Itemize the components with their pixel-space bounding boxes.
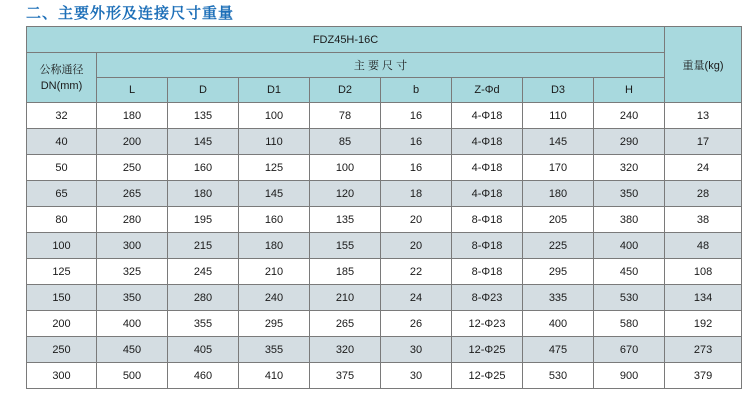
table-cell: 290 [594,129,665,155]
table-cell: 410 [239,363,310,389]
table-cell: 16 [381,129,452,155]
table-row [27,155,742,181]
table-cell: 180 [168,181,239,207]
table-cell: 12-Φ25 [452,337,523,363]
table-cell: 8-Φ18 [452,207,523,233]
table-cell: 240 [239,285,310,311]
table-cell: 8-Φ23 [452,285,523,311]
table-cell: 24 [665,155,742,181]
table-cell: 80 [27,207,97,233]
nominal-diameter-label: 公称通径 [39,63,84,76]
table-cell: 160 [239,207,310,233]
table-cell: 100 [27,233,97,259]
table-cell: 250 [27,337,97,363]
table-cell: 210 [239,259,310,285]
table-cell: 4-Φ18 [452,103,523,129]
table-row [27,363,742,389]
table-cell: 180 [239,233,310,259]
table-row [27,233,742,259]
nominal-diameter-header [27,53,97,103]
table-cell: 18 [381,181,452,207]
table-cell: 200 [27,311,97,337]
table-cell: 265 [97,181,168,207]
table-cell: 375 [310,363,381,389]
table-cell: 85 [310,129,381,155]
table-cell: 265 [310,311,381,337]
column-header-l: L [97,78,168,103]
table-cell: 335 [523,285,594,311]
table-cell: 100 [310,155,381,181]
table-cell: 250 [97,155,168,181]
table-cell: 100 [239,103,310,129]
model-header: FDZ45H-16C [27,27,665,53]
table-cell: 12-Φ25 [452,363,523,389]
table-row [27,285,742,311]
table-cell: 78 [310,103,381,129]
table-row [27,259,742,285]
table-cell: 24 [381,285,452,311]
column-header-h: H [594,78,665,103]
table-row [27,311,742,337]
table-cell: 670 [594,337,665,363]
table-cell: 475 [523,337,594,363]
nominal-diameter-unit: DN(mm) [40,79,83,92]
table-cell: 134 [665,285,742,311]
table-body [27,103,742,389]
table-cell: 135 [168,103,239,129]
column-header-d2: D2 [310,78,381,103]
table-cell: 355 [239,337,310,363]
column-header-b: b [381,78,452,103]
table-cell: 320 [310,337,381,363]
table-cell: 185 [310,259,381,285]
table-row [27,103,742,129]
table-cell: 170 [523,155,594,181]
table-cell: 180 [523,181,594,207]
table-cell: 12-Φ23 [452,311,523,337]
table-cell: 50 [27,155,97,181]
table-cell: 20 [381,233,452,259]
column-header-z-phid: Z-Φd [452,78,523,103]
table-cell: 400 [523,311,594,337]
table-cell: 350 [97,285,168,311]
table-cell: 4-Φ18 [452,129,523,155]
table-cell: 145 [168,129,239,155]
table-row [27,207,742,233]
table-cell: 30 [381,363,452,389]
table-cell: 200 [97,129,168,155]
section-title: 二、主要外形及连接尺寸重量 [26,4,235,22]
table-cell: 580 [594,311,665,337]
table-cell: 13 [665,103,742,129]
table-cell: 110 [523,103,594,129]
table-cell: 30 [381,337,452,363]
table-cell: 300 [97,233,168,259]
table-cell: 500 [97,363,168,389]
table-cell: 145 [523,129,594,155]
table-cell: 32 [27,103,97,129]
table-cell: 320 [594,155,665,181]
table-cell: 108 [665,259,742,285]
table-cell: 530 [594,285,665,311]
table-cell: 192 [665,311,742,337]
table-cell: 17 [665,129,742,155]
table-cell: 215 [168,233,239,259]
table-cell: 160 [168,155,239,181]
table-cell: 295 [523,259,594,285]
table-cell: 900 [594,363,665,389]
table-cell: 65 [27,181,97,207]
table-cell: 155 [310,233,381,259]
table-cell: 4-Φ18 [452,181,523,207]
table-cell: 273 [665,337,742,363]
table-cell: 16 [381,155,452,181]
table-cell: 280 [168,285,239,311]
table-cell: 145 [239,181,310,207]
table-cell: 125 [239,155,310,181]
table-cell: 530 [523,363,594,389]
table-cell: 350 [594,181,665,207]
table-cell: 380 [594,207,665,233]
table-cell: 240 [594,103,665,129]
table-cell: 295 [239,311,310,337]
table-cell: 38 [665,207,742,233]
table-cell: 460 [168,363,239,389]
table-cell: 16 [381,103,452,129]
table-cell: 8-Φ18 [452,233,523,259]
main-dimensions-header: 主 要 尺 寸 [97,53,665,78]
table-row [27,129,742,155]
table-cell: 405 [168,337,239,363]
table-cell: 400 [594,233,665,259]
dimensions-weight-table [26,26,742,389]
table-cell: 450 [97,337,168,363]
table-cell: 150 [27,285,97,311]
table-row [27,337,742,363]
table-cell: 40 [27,129,97,155]
column-header-d: D [168,78,239,103]
table-cell: 48 [665,233,742,259]
table-cell: 110 [239,129,310,155]
table-cell: 205 [523,207,594,233]
table-cell: 22 [381,259,452,285]
table-cell: 225 [523,233,594,259]
weight-header: 重量(kg) [665,27,742,103]
column-header-d3: D3 [523,78,594,103]
table-cell: 400 [97,311,168,337]
table-cell: 450 [594,259,665,285]
table-cell: 28 [665,181,742,207]
table-cell: 355 [168,311,239,337]
table-cell: 245 [168,259,239,285]
table-cell: 280 [97,207,168,233]
column-header-d1: D1 [239,78,310,103]
table-cell: 379 [665,363,742,389]
table-cell: 4-Φ18 [452,155,523,181]
table-cell: 120 [310,181,381,207]
table-cell: 135 [310,207,381,233]
table-cell: 20 [381,207,452,233]
table-cell: 180 [97,103,168,129]
table-cell: 8-Φ18 [452,259,523,285]
table-cell: 300 [27,363,97,389]
table-cell: 210 [310,285,381,311]
table-cell: 26 [381,311,452,337]
table-row [27,181,742,207]
table-cell: 125 [27,259,97,285]
table-cell: 195 [168,207,239,233]
table-cell: 325 [97,259,168,285]
